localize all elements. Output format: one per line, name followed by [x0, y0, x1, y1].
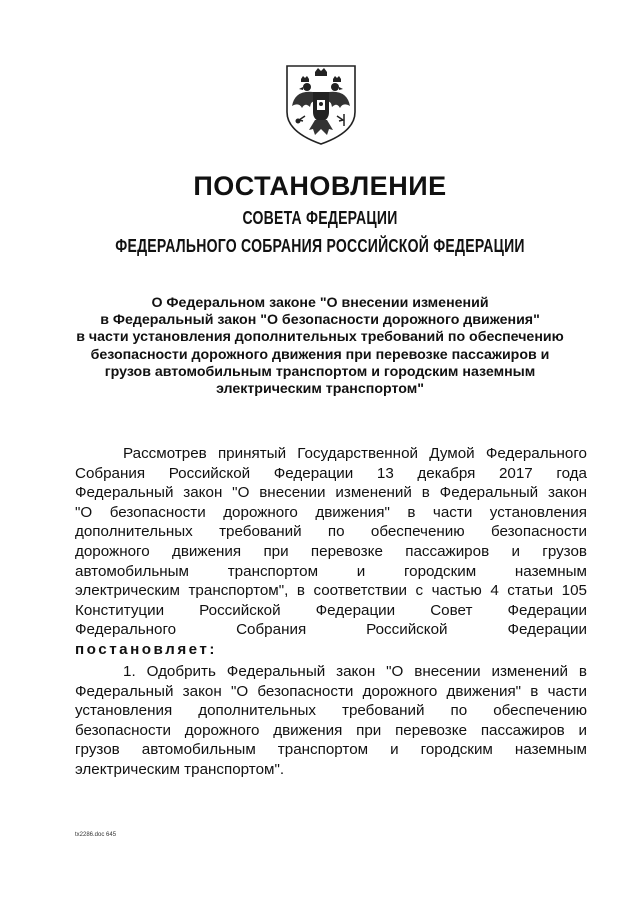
paragraph-line: автомобильным транспортом и городским наземным	[75, 562, 587, 580]
paragraph-line: Федеральный закон "О безопасности дорожного движения" в части	[75, 682, 587, 700]
document-code: tx2286.doc 645	[75, 832, 117, 838]
paragraph-line: 1. Одобрить Федеральный закон "О внесении изменений в	[123, 663, 587, 680]
document-title: ПОСТАНОВЛЕНИЕ	[193, 171, 447, 201]
issuer-line-2: ФЕДЕРАЛЬНОГО СОБРАНИЯ РОССИЙСКОЙ ФЕДЕРАЦИИ	[115, 236, 525, 256]
paragraph-line: грузов автомобильным транспортом и городским наземным	[75, 741, 587, 759]
paragraph-line: дорожного движения при перевозке пассажиров и грузов	[75, 542, 587, 560]
paragraph-line: установления дополнительных требований по обеспечению	[75, 702, 587, 720]
issuer-line-1: СОВЕТА ФЕДЕРАЦИИ	[242, 208, 398, 228]
subject-line: в части установления дополнительных требований по обеспечению	[76, 329, 564, 346]
subject-line: О Федеральном законе "О внесении изменений	[151, 295, 489, 311]
document-subject	[60, 295, 580, 398]
paragraph-line: Конституции Российской Федерации Совет Федерации	[75, 601, 587, 619]
subject-line: безопасности дорожного движения при перевозке пассажиров и	[90, 346, 550, 363]
paragraph-line: безопасности дорожного движения при перевозке пассажиров и	[75, 721, 587, 739]
paragraph-line: электрическим транспортом".	[75, 760, 285, 778]
paragraph-line: "О безопасности дорожного движения" в части установления	[75, 503, 587, 521]
paragraph-line: дополнительных требований по обеспечению безопасности	[75, 523, 587, 541]
paragraph-line: Федерального Собрания Российской Федерации	[75, 621, 587, 639]
resolution-word: постановляет:	[75, 640, 217, 658]
paragraph-line: Федеральный закон "О внесении изменений в Федеральный закон	[75, 484, 587, 502]
clause-1-paragraph	[75, 662, 587, 780]
subject-line: электрическим транспортом"	[216, 381, 424, 398]
preamble-paragraph	[75, 444, 587, 660]
paragraph-line: электрическим транспортом", в соответствии с частью 4 статьи 105	[75, 582, 587, 600]
paragraph-line: Собрания Российской Федерации 13 декабря 2017 года	[75, 464, 587, 482]
subject-line: в Федеральный закон "О безопасности дорожного движения"	[100, 312, 540, 329]
paragraph-line: Рассмотрев принятый Государственной Думой Федерального	[123, 445, 587, 462]
subject-line: грузов автомобильным транспортом и городским наземным	[104, 363, 536, 380]
coat-of-arms-icon	[283, 62, 359, 146]
